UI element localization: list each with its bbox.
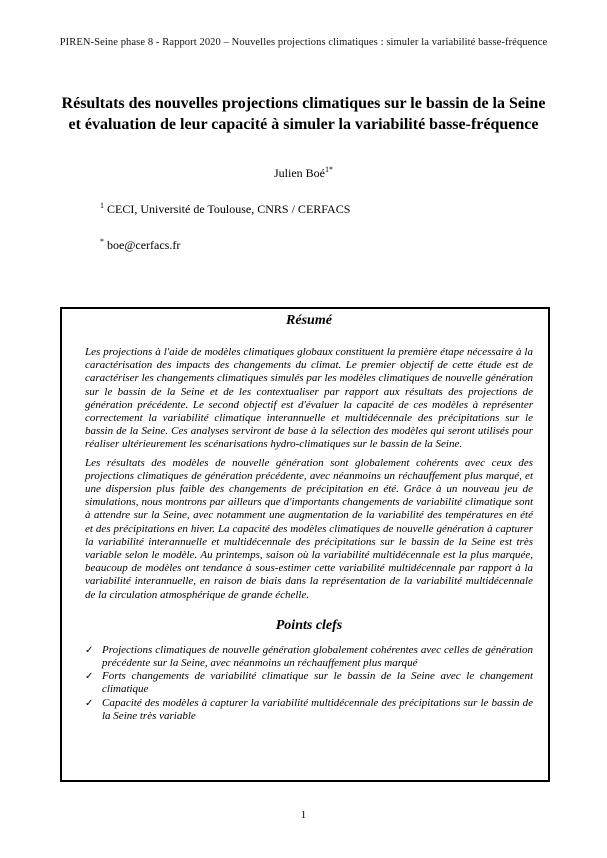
author-name: Julien Boé	[274, 166, 325, 180]
resume-heading: Résumé	[286, 313, 332, 328]
check-icon: ✓	[85, 644, 94, 656]
key-point-item	[85, 670, 533, 696]
author-line	[0, 166, 607, 181]
author-superscript: 1*	[325, 165, 333, 174]
affiliation-superscript: 1	[100, 201, 104, 210]
key-point-text: Capacité des modèles à capturer la variabilité multidécennale des précipitations sur le bassin de la Seine très variable	[102, 696, 533, 722]
key-point-text: Projections climatiques de nouvelle génération globalement cohérentes avec celles de génération précédente sur la Seine, avec néanmoins un réchauffement plus marqué	[102, 643, 533, 670]
email-line	[100, 238, 547, 253]
running-header: PIREN-Seine phase 8 - Rapport 2020 – Nouvelles projections climatiques : simuler la variabilité basse-fréquence	[59, 37, 548, 48]
check-icon: ✓	[85, 671, 94, 683]
page-title: Résultats des nouvelles projections climatiques sur le bassin de la Seine et évaluation de leur capacité à simuler la variabilité basse-fréquence	[61, 94, 546, 133]
key-point-item	[85, 697, 533, 723]
affiliation-text: CECI, Université de Toulouse, CNRS / CERFACS	[104, 202, 351, 216]
affiliation-line	[100, 202, 547, 217]
email-text: boe@cerfacs.fr	[104, 238, 181, 252]
check-icon: ✓	[85, 697, 94, 709]
page-number: 1	[300, 809, 307, 821]
resume-paragraph: Les projections à l'aide de modèles climatiques globaux constituent la première étape nécessaire à la caractérisation des impacts des changements du climat. Le premier objectif de cette étude est de caractériser les changements climatiques simulés par les modèles climatiques de nouvelle génération sur le bassin de la Seine et de les contextualiser par rapport aux résultats des projections de génération précédente. Le second objectif est d'évaluer la capacité de ces modèles à représenter correctement la variabilité climatique interannuelle et multidécennale des précipitations sur le bassin de la Seine. Ces analyses serviront de base à la sélection des modèles qui seront utilisés pour réaliser ultérieurement les scénarisations hydro-climatiques sur le bassin de la Seine.	[85, 346, 533, 451]
key-point-item	[85, 644, 533, 670]
resume-box	[60, 307, 550, 782]
key-point-text: Forts changements de variabilité climatique sur le bassin de la Seine avec le changement climatique	[102, 670, 533, 696]
points-heading: Points clefs	[275, 617, 343, 633]
key-points-list	[85, 644, 533, 723]
resume-paragraph: Les résultats des modèles de nouvelle génération sont globalement cohérents avec ceux des projections climatiques de génération précédente, avec néanmoins un réchauffement plus marqué, et une dispersion plus faible des changements de précipitation en été. Grâce à un nouveau jeu de simulations, nous montrons par ailleurs que d'importants changements de variabilité climatique sont à attendre sur la Seine, avec notamment une augmentation de la variabilité des températures en été et des précipitations en hiver. La capacité des modèles climatiques de nouvelle génération à capturer la variabilité interannuelle et multidécennale des précipitations sur le bassin de la Seine est très variable selon le modèle. Au printemps, saison où la variabilité multidécennale est la plus marquée, beaucoup de modèles ont tendance à sous-estimer cette variabilité multidécennale par rapport à la variabilité interannuelle, en raison de biais dans la représentation de la variabilité multidécennale de la circulation atmosphérique de grande échelle.	[85, 456, 533, 601]
email-superscript: *	[100, 237, 104, 246]
